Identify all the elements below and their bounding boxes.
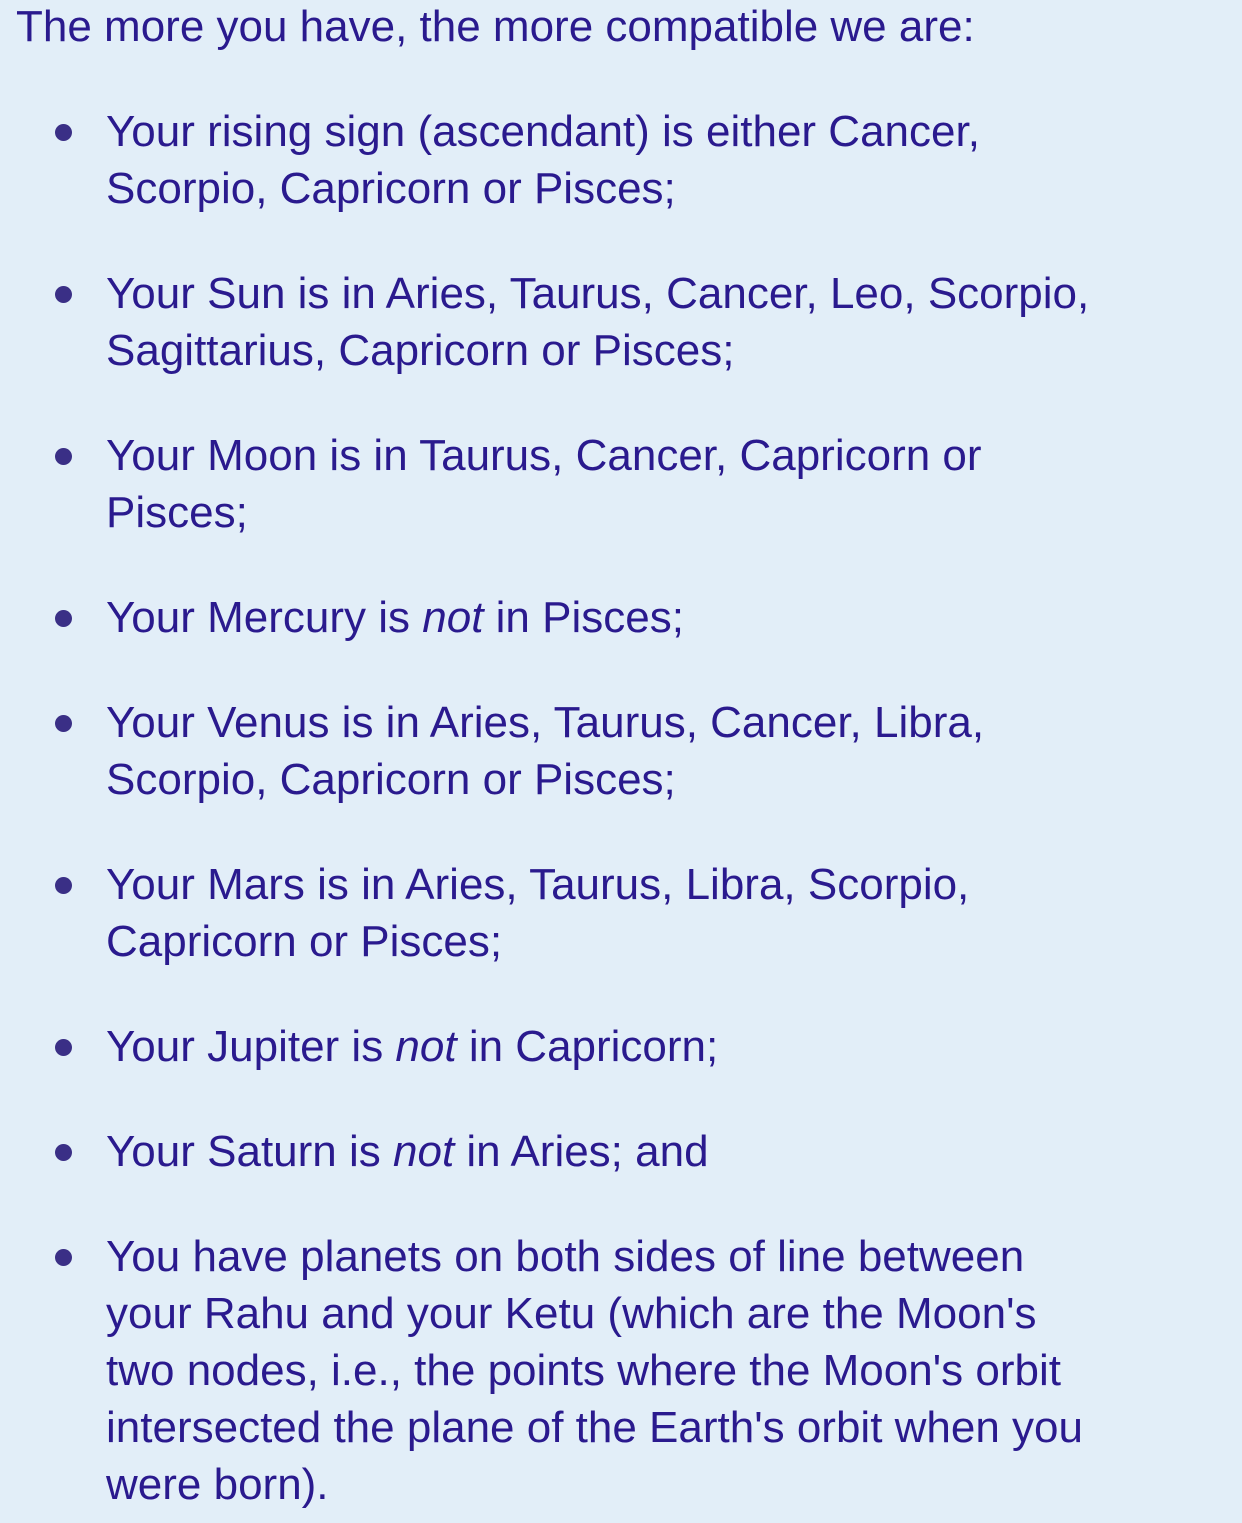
- list-item-text: You have planets on both sides of line between your Rahu and your Ketu (which are the Moon's two nodes, i.e., the points where the Moon's orbit intersected the plane of the Earth's orbit when you were born).: [106, 1232, 1084, 1509]
- list-item-text: Your Mars is in Aries, Taurus, Libra, Scorpio, Capricorn or Pisces;: [106, 860, 970, 966]
- list-item-text: Your Venus is in Aries, Taurus, Cancer, Libra, Scorpio, Capricorn or Pisces;: [106, 698, 985, 804]
- bullet-icon: [55, 877, 72, 894]
- list-item-text: Your rising sign (ascendant) is either Cancer, Scorpio, Capricorn or Pisces;: [106, 107, 980, 213]
- bullet-icon: [55, 124, 72, 141]
- bullet-icon: [55, 1039, 72, 1056]
- intro-text: The more you have, the more compatible we are:: [16, 2, 975, 51]
- bullet-icon: [55, 1144, 72, 1161]
- list-item-text: Your Jupiter is not in Capricorn;: [106, 1022, 719, 1071]
- emphasis-not: not: [422, 593, 484, 642]
- emphasis-not: not: [393, 1127, 455, 1176]
- bullet-icon: [55, 610, 72, 627]
- bullet-icon: [55, 1249, 72, 1266]
- list-item-text: Your Sun is in Aries, Taurus, Cancer, Leo, Scorpio, Sagittarius, Capricorn or Pisces;: [106, 269, 1090, 375]
- list-item-text: Your Saturn is not in Aries; and: [106, 1127, 709, 1176]
- bullet-icon: [55, 715, 72, 732]
- bullet-icon: [55, 286, 72, 303]
- list-item-text: Your Moon is in Taurus, Cancer, Capricorn or Pisces;: [106, 431, 982, 537]
- emphasis-not: not: [395, 1022, 457, 1071]
- list-item-text: Your Mercury is not in Pisces;: [106, 593, 684, 642]
- bullet-icon: [55, 448, 72, 465]
